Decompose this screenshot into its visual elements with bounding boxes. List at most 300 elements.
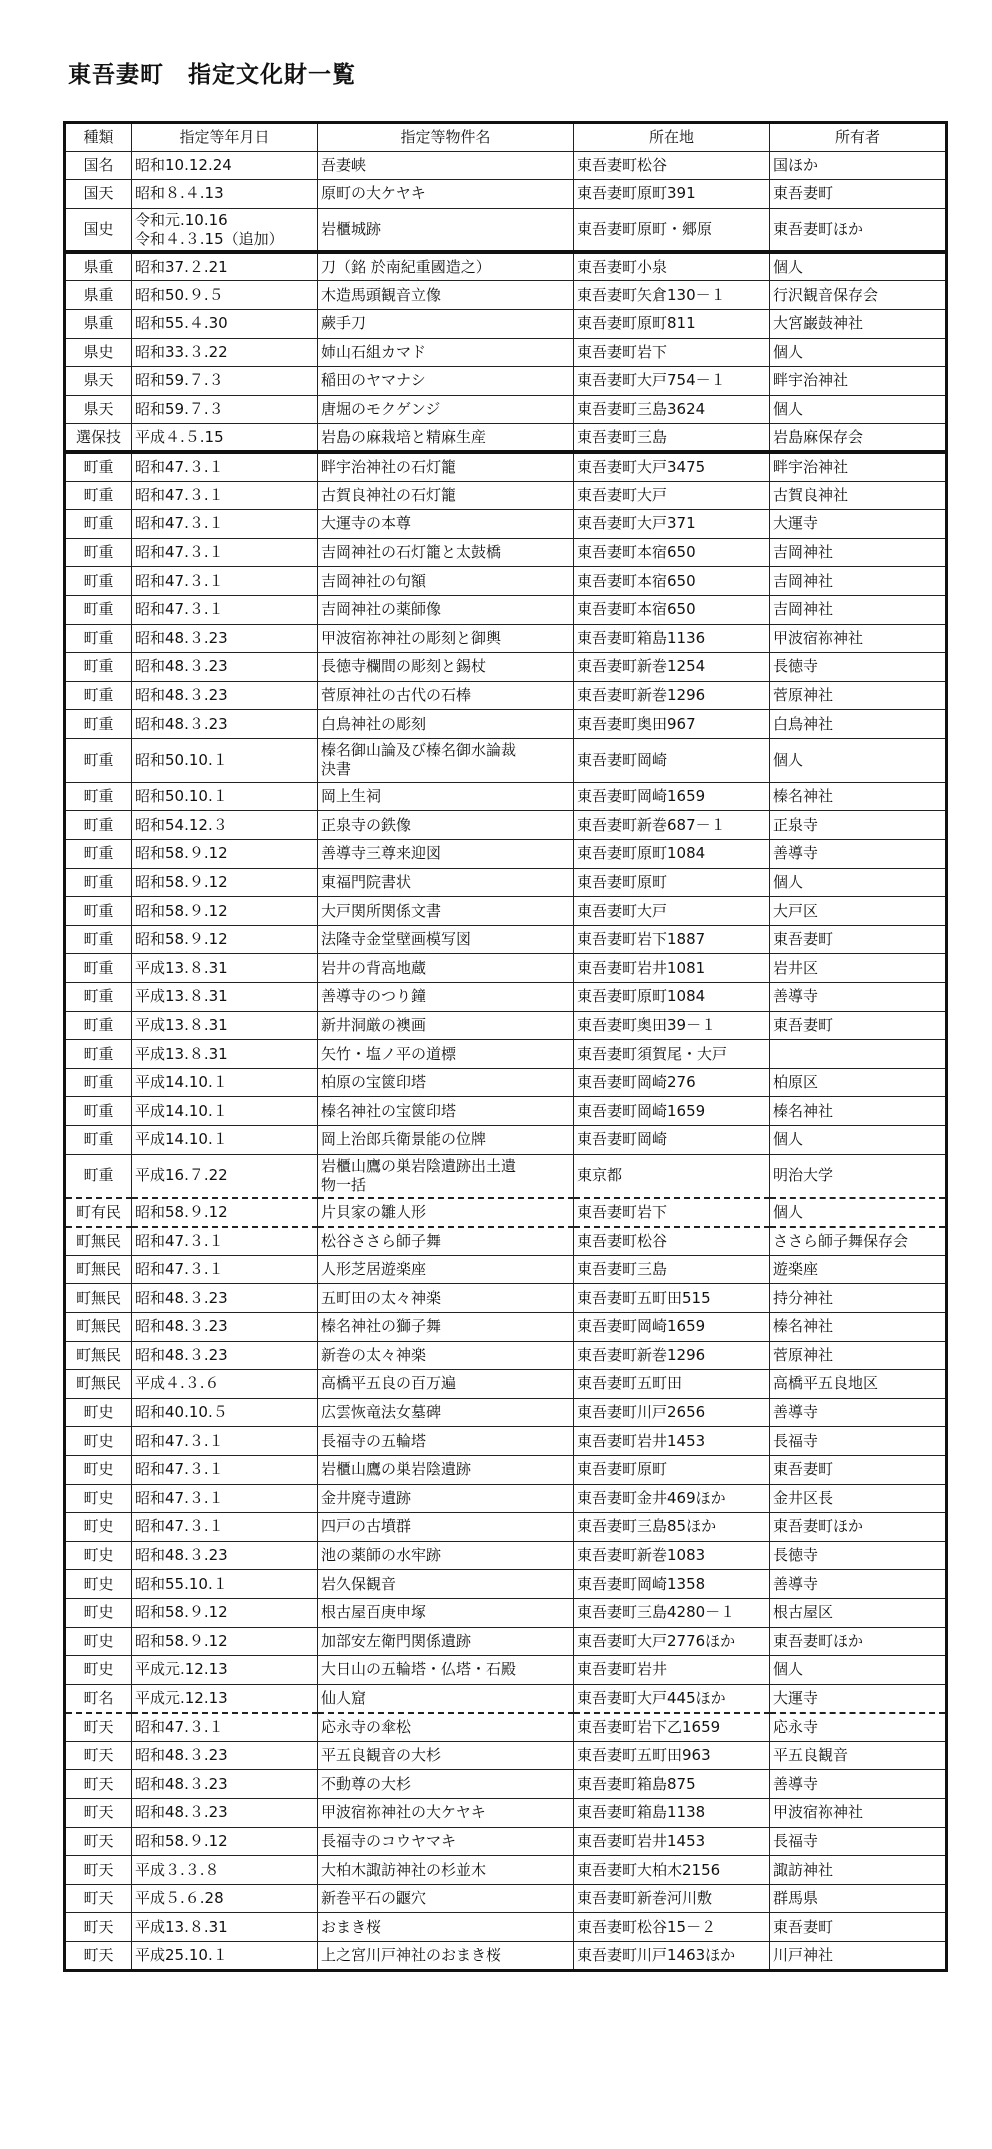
cell-owner: 個人: [770, 252, 947, 281]
cell-date: 昭和50.10.１: [132, 738, 318, 782]
cell-date: 昭和48.３.23: [132, 1799, 318, 1828]
cell-name: 白鳥神社の彫刻: [318, 710, 574, 739]
cell-name: 稲田のヤマナシ: [318, 367, 574, 396]
cell-type: 町重: [65, 681, 132, 710]
cell-date: [132, 208, 318, 252]
cell-type: 町有民: [65, 1198, 132, 1227]
cell-location: 東吾妻町松谷15－２: [574, 1913, 770, 1942]
column-header-location: 所在地: [574, 123, 770, 152]
cell-location: 東吾妻町本宿650: [574, 567, 770, 596]
cell-location: 東吾妻町原町811: [574, 309, 770, 338]
cell-date: 昭和58.９.12: [132, 1627, 318, 1656]
cell-owner: 長徳寺: [770, 653, 947, 682]
cell-owner: 平五良観音: [770, 1741, 947, 1770]
table-row: [65, 151, 947, 180]
column-header-date: 指定等年月日: [132, 123, 318, 152]
cell-location: 東吾妻町新巻河川敷: [574, 1884, 770, 1913]
cell-owner: 善導寺: [770, 983, 947, 1012]
table-row: [65, 1126, 947, 1155]
cell-date: 昭和48.３.23: [132, 1284, 318, 1313]
cell-owner: 東吾妻町: [770, 925, 947, 954]
cell-name: 池の薬師の水牢跡: [318, 1541, 574, 1570]
cell-type: 町無民: [65, 1370, 132, 1399]
cell-name: 善導寺のつり鐘: [318, 983, 574, 1012]
cell-date: 昭和58.９.12: [132, 897, 318, 926]
cell-date: 昭和58.９.12: [132, 1198, 318, 1227]
cell-owner: 東吾妻町ほか: [770, 1513, 947, 1542]
cell-date: 昭和48.３.23: [132, 1770, 318, 1799]
cell-date: 昭和54.12.３: [132, 811, 318, 840]
cell-name: 木造馬頭観音立像: [318, 281, 574, 310]
cell-name: 加部安左衛門関係遺跡: [318, 1627, 574, 1656]
table-row: [65, 897, 947, 926]
cell-owner: 遊楽座: [770, 1255, 947, 1284]
cell-location: 東吾妻町岡崎: [574, 1126, 770, 1155]
cell-name: 菅原神社の古代の石棒: [318, 681, 574, 710]
cell-date: 平成４.３.６: [132, 1370, 318, 1399]
cell-owner: ささら師子舞保存会: [770, 1227, 947, 1256]
cell-type: 町重: [65, 452, 132, 481]
table-row: [65, 710, 947, 739]
cell-location: 東吾妻町大柏木2156: [574, 1856, 770, 1885]
cell-name: 正泉寺の鉄像: [318, 811, 574, 840]
cell-name: 大戸関所関係文書: [318, 897, 574, 926]
table-row: [65, 1255, 947, 1284]
cell-type: 町無民: [65, 1227, 132, 1256]
table-row: [65, 1341, 947, 1370]
cell-owner: [770, 1040, 947, 1069]
cell-location: 東吾妻町新巻1254: [574, 653, 770, 682]
cell-name: 吾妻峡: [318, 151, 574, 180]
cell-type: 町史: [65, 1484, 132, 1513]
table-row: [65, 309, 947, 338]
cell-type: 町名: [65, 1684, 132, 1713]
table-row: [65, 1040, 947, 1069]
cell-name: 榛名神社の宝篋印塔: [318, 1097, 574, 1126]
cell-owner: 菅原神社: [770, 1341, 947, 1370]
table-row: [65, 1598, 947, 1627]
cell-type: 町無民: [65, 1284, 132, 1313]
cell-owner: 東吾妻町ほか: [770, 208, 947, 252]
cell-location: 東吾妻町三島: [574, 424, 770, 453]
cell-location: 東吾妻町岡崎1659: [574, 1312, 770, 1341]
cell-date: 昭和47.３.１: [132, 567, 318, 596]
cell-owner: 東吾妻町ほか: [770, 1627, 947, 1656]
cell-location: 東吾妻町岡崎276: [574, 1068, 770, 1097]
cell-name: 畔宇治神社の石灯籠: [318, 452, 574, 481]
table-row: [65, 1427, 947, 1456]
cell-date: 平成16.７.22: [132, 1154, 318, 1198]
cell-owner: 群馬県: [770, 1884, 947, 1913]
cell-date: 平成14.10.１: [132, 1097, 318, 1126]
table-row: [65, 424, 947, 453]
table-row: [65, 1770, 947, 1799]
cell-name-line: 岩櫃山鷹の巣岩陰遺跡出土遺: [321, 1156, 517, 1175]
cell-name: 大日山の五輪塔・仏塔・石殿: [318, 1656, 574, 1685]
cell-type: 町史: [65, 1598, 132, 1627]
cell-type: 町重: [65, 782, 132, 811]
cell-type: 町重: [65, 1154, 132, 1198]
cell-location: 東吾妻町松谷: [574, 151, 770, 180]
cell-owner: 吉岡神社: [770, 595, 947, 624]
table-row: [65, 1541, 947, 1570]
cell-owner: 善導寺: [770, 840, 947, 869]
cell-owner: 吉岡神社: [770, 538, 947, 567]
cell-location: 東吾妻町原町・郷原: [574, 208, 770, 252]
cell-type: 町重: [65, 738, 132, 782]
cell-name: 柏原の宝篋印塔: [318, 1068, 574, 1097]
table-row: [65, 954, 947, 983]
cell-type: 町史: [65, 1541, 132, 1570]
cell-location: 東吾妻町奥田967: [574, 710, 770, 739]
table-row: [65, 1398, 947, 1427]
cell-date: 昭和48.３.23: [132, 1541, 318, 1570]
cell-date: 平成25.10.１: [132, 1942, 318, 1971]
cell-type: 県史: [65, 338, 132, 367]
cell-date: 昭和47.３.１: [132, 510, 318, 539]
cell-owner: 個人: [770, 868, 947, 897]
table-row: [65, 983, 947, 1012]
cell-owner: 畔宇治神社: [770, 367, 947, 396]
table-row: [65, 1741, 947, 1770]
cell-location: 東吾妻町大戸3475: [574, 452, 770, 481]
cell-type: 町重: [65, 1126, 132, 1155]
cell-date: 昭和48.３.23: [132, 1341, 318, 1370]
cell-owner: 個人: [770, 338, 947, 367]
table-row: [65, 1656, 947, 1685]
cell-location: 東吾妻町本宿650: [574, 538, 770, 567]
table-row: [65, 1154, 947, 1198]
cell-location: 東吾妻町五町田963: [574, 1741, 770, 1770]
cell-location: 東吾妻町原町1084: [574, 983, 770, 1012]
cell-location: 東吾妻町岩下: [574, 1198, 770, 1227]
table-row: [65, 567, 947, 596]
cell-type: 町重: [65, 1068, 132, 1097]
cell-type: 町重: [65, 595, 132, 624]
cell-type: 町重: [65, 481, 132, 510]
cell-owner: 持分神社: [770, 1284, 947, 1313]
cell-name: 高橋平五良の百万遍: [318, 1370, 574, 1399]
cell-name: 岩櫃城跡: [318, 208, 574, 252]
table-row: [65, 1284, 947, 1313]
cell-date: 昭和59.７.３: [132, 367, 318, 396]
cell-type: 町無民: [65, 1255, 132, 1284]
cell-owner: 個人: [770, 1656, 947, 1685]
cell-name: おまき桜: [318, 1913, 574, 1942]
cell-location: 東吾妻町三島4280－１: [574, 1598, 770, 1627]
cell-type: 国名: [65, 151, 132, 180]
cell-owner: 個人: [770, 395, 947, 424]
cell-type: 町史: [65, 1627, 132, 1656]
cell-type: 町史: [65, 1513, 132, 1542]
cell-owner: 個人: [770, 1126, 947, 1155]
cell-name: 岡上生祠: [318, 782, 574, 811]
cell-date: 昭和47.３.１: [132, 538, 318, 567]
cell-type: 町重: [65, 868, 132, 897]
table-row: [65, 681, 947, 710]
cell-location: 東吾妻町大戸754－１: [574, 367, 770, 396]
table-row: [65, 811, 947, 840]
cell-type: 町無民: [65, 1341, 132, 1370]
cell-location: 東吾妻町新巻1296: [574, 681, 770, 710]
cell-name: 矢竹・塩ノ平の道標: [318, 1040, 574, 1069]
cell-owner: 大宮巌鼓神社: [770, 309, 947, 338]
cell-name: [318, 738, 574, 782]
cell-location: 東吾妻町箱島875: [574, 1770, 770, 1799]
cell-type: 町重: [65, 1097, 132, 1126]
cell-owner: 畔宇治神社: [770, 452, 947, 481]
cell-location: 東吾妻町岡崎: [574, 738, 770, 782]
cell-location: 東吾妻町川戸2656: [574, 1398, 770, 1427]
cell-type: 県重: [65, 281, 132, 310]
table-row: [65, 595, 947, 624]
cell-owner: 国ほか: [770, 151, 947, 180]
cell-name: 松谷ささら師子舞: [318, 1227, 574, 1256]
cell-location: 東吾妻町新巻687－１: [574, 811, 770, 840]
cell-type: 国天: [65, 180, 132, 209]
cell-location: 東吾妻町原町391: [574, 180, 770, 209]
cell-type: 町重: [65, 811, 132, 840]
cell-date: 平成14.10.１: [132, 1068, 318, 1097]
cell-date: 昭和50.10.１: [132, 782, 318, 811]
table-row: [65, 1312, 947, 1341]
table-row: [65, 840, 947, 869]
cell-name-line: 決書: [321, 760, 352, 779]
cell-type: 県重: [65, 309, 132, 338]
cell-name: 榛名神社の獅子舞: [318, 1312, 574, 1341]
cell-name: 根古屋百庚申塚: [318, 1598, 574, 1627]
table-row: [65, 1942, 947, 1971]
cell-owner: 大戸区: [770, 897, 947, 926]
table-row: [65, 481, 947, 510]
cell-location: 東吾妻町岩下1887: [574, 925, 770, 954]
cell-date: 昭和48.３.23: [132, 1312, 318, 1341]
cell-date: 昭和48.３.23: [132, 681, 318, 710]
cell-date: 昭和55.４.30: [132, 309, 318, 338]
cell-name: 上之宮川戸神社のおまき桜: [318, 1942, 574, 1971]
cell-location: 東吾妻町岩井1453: [574, 1827, 770, 1856]
cell-type: 町天: [65, 1827, 132, 1856]
cell-location: 東吾妻町岡崎1358: [574, 1570, 770, 1599]
cell-name: 吉岡神社の石灯籠と太鼓橋: [318, 538, 574, 567]
cell-type: 町重: [65, 983, 132, 1012]
table-row: [65, 452, 947, 481]
table-row: [65, 367, 947, 396]
cell-name: 新巻の太々神楽: [318, 1341, 574, 1370]
cell-name: 法隆寺金堂壁画模写図: [318, 925, 574, 954]
cell-name: 東福門院書状: [318, 868, 574, 897]
cell-date: 平成４.５.15: [132, 424, 318, 453]
table-row: [65, 1370, 947, 1399]
cell-type: 町天: [65, 1799, 132, 1828]
cell-type: 町史: [65, 1455, 132, 1484]
cell-name: 岩久保観音: [318, 1570, 574, 1599]
cell-type: 町重: [65, 653, 132, 682]
cell-date: 昭和47.３.１: [132, 1455, 318, 1484]
cell-date: 昭和47.３.１: [132, 1255, 318, 1284]
cell-type: 町史: [65, 1570, 132, 1599]
cell-date: 平成13.８.31: [132, 954, 318, 983]
cell-name: 金井廃寺遺跡: [318, 1484, 574, 1513]
cell-date: 昭和58.９.12: [132, 868, 318, 897]
cell-date: 平成13.８.31: [132, 1040, 318, 1069]
cell-type: 町重: [65, 1040, 132, 1069]
table-row: [65, 1856, 947, 1885]
cell-location: 東吾妻町小泉: [574, 252, 770, 281]
cell-name: 人形芝居遊楽座: [318, 1255, 574, 1284]
cell-owner: 応永寺: [770, 1713, 947, 1742]
cell-owner: 榛名神社: [770, 1312, 947, 1341]
table-row: [65, 1484, 947, 1513]
cell-owner: 東吾妻町: [770, 1455, 947, 1484]
cell-name: 新井洞厳の襖画: [318, 1011, 574, 1040]
cell-date: 平成13.８.31: [132, 1011, 318, 1040]
cell-location: 東吾妻町大戸: [574, 481, 770, 510]
cell-date: 昭和59.７.３: [132, 395, 318, 424]
cell-location: 東吾妻町大戸445ほか: [574, 1684, 770, 1713]
cell-type: 町天: [65, 1856, 132, 1885]
cell-type: 町重: [65, 567, 132, 596]
cell-type: 町天: [65, 1741, 132, 1770]
cell-name: 長徳寺欄間の彫刻と錫杖: [318, 653, 574, 682]
cell-location: 東吾妻町原町: [574, 1455, 770, 1484]
cell-date: 昭和48.３.23: [132, 653, 318, 682]
table-row: [65, 653, 947, 682]
cell-name: 片貝家の雛人形: [318, 1198, 574, 1227]
cell-date: 平成元.12.13: [132, 1656, 318, 1685]
cell-name: 新巻平石の鼴穴: [318, 1884, 574, 1913]
table-body: [65, 151, 947, 1970]
cell-date: 昭和47.３.１: [132, 1484, 318, 1513]
cell-name: 五町田の太々神楽: [318, 1284, 574, 1313]
cell-location: 東吾妻町箱島1138: [574, 1799, 770, 1828]
cell-type: 県天: [65, 395, 132, 424]
cultural-assets-table: [63, 121, 948, 1972]
cell-type: 町重: [65, 840, 132, 869]
cell-location: 東吾妻町原町1084: [574, 840, 770, 869]
table-row: [65, 1884, 947, 1913]
table-row: [65, 208, 947, 252]
cell-location: 東吾妻町岩下: [574, 338, 770, 367]
table-row: [65, 338, 947, 367]
cell-type: 町天: [65, 1913, 132, 1942]
cell-location: 東吾妻町本宿650: [574, 595, 770, 624]
cell-name: 不動尊の大杉: [318, 1770, 574, 1799]
table-row: [65, 1198, 947, 1227]
cell-name: 大柏木諏訪神社の杉並木: [318, 1856, 574, 1885]
cell-type: 県天: [65, 367, 132, 396]
table-row: [65, 252, 947, 281]
cell-type: 県重: [65, 252, 132, 281]
table-row: [65, 510, 947, 539]
cell-date: 昭和58.９.12: [132, 1827, 318, 1856]
cell-location: 東吾妻町岩井: [574, 1656, 770, 1685]
cell-date: 昭和55.10.１: [132, 1570, 318, 1599]
cell-name: 甲波宿祢神社の大ケヤキ: [318, 1799, 574, 1828]
cell-owner: 川戸神社: [770, 1942, 947, 1971]
table-row: [65, 1913, 947, 1942]
cell-name: 広雲恢竜法女墓碑: [318, 1398, 574, 1427]
table-row: [65, 1068, 947, 1097]
table-row: [65, 1097, 947, 1126]
cell-date: 昭和47.３.１: [132, 1713, 318, 1742]
cell-type: 町史: [65, 1656, 132, 1685]
cell-owner: 善導寺: [770, 1770, 947, 1799]
cell-location: 東吾妻町三島: [574, 1255, 770, 1284]
column-header-name: 指定等物件名: [318, 123, 574, 152]
cell-date: 平成元.12.13: [132, 1684, 318, 1713]
cell-type: 町天: [65, 1713, 132, 1742]
table-row: [65, 1011, 947, 1040]
cell-name: 大運寺の本尊: [318, 510, 574, 539]
table-row: [65, 1827, 947, 1856]
cell-owner: 吉岡神社: [770, 567, 947, 596]
cell-name: 仙人窟: [318, 1684, 574, 1713]
cell-owner: 東吾妻町: [770, 1913, 947, 1942]
cell-name: 原町の大ケヤキ: [318, 180, 574, 209]
cell-date: 昭和37.２.21: [132, 252, 318, 281]
cell-location: 東吾妻町川戸1463ほか: [574, 1942, 770, 1971]
page-title: 東吾妻町 指定文化財一覧: [68, 62, 356, 88]
cell-location: 東吾妻町新巻1296: [574, 1341, 770, 1370]
cell-owner: 個人: [770, 738, 947, 782]
cell-name-line: 榛名御山論及び榛名御水論裁: [321, 741, 517, 760]
cell-location: 東吾妻町大戸2776ほか: [574, 1627, 770, 1656]
cell-owner: 甲波宿祢神社: [770, 624, 947, 653]
cell-name: 吉岡神社の句額: [318, 567, 574, 596]
cell-date: 平成13.８.31: [132, 1913, 318, 1942]
cell-type: 町史: [65, 1427, 132, 1456]
cell-location: 東吾妻町金井469ほか: [574, 1484, 770, 1513]
cell-location: 東吾妻町岩下乙1659: [574, 1713, 770, 1742]
table-row: [65, 395, 947, 424]
cell-type: 町天: [65, 1884, 132, 1913]
cell-name: 岩櫃山鷹の巣岩陰遺跡: [318, 1455, 574, 1484]
cell-owner: 善導寺: [770, 1570, 947, 1599]
table-row: [65, 1455, 947, 1484]
table-row: [65, 868, 947, 897]
table-row: [65, 1799, 947, 1828]
cell-location: 東吾妻町大戸: [574, 897, 770, 926]
cell-owner: 柏原区: [770, 1068, 947, 1097]
column-header-type: 種類: [65, 123, 132, 152]
table-row: [65, 538, 947, 567]
cell-name: 刀（銘 於南紀重國造之）: [318, 252, 574, 281]
cell-location: 東吾妻町三島85ほか: [574, 1513, 770, 1542]
table-row: [65, 738, 947, 782]
cell-owner: 大運寺: [770, 510, 947, 539]
cell-date: 昭和48.３.23: [132, 624, 318, 653]
cell-type: 町重: [65, 710, 132, 739]
cell-date: 昭和47.３.１: [132, 452, 318, 481]
cell-owner: 榛名神社: [770, 782, 947, 811]
cell-type: 町重: [65, 925, 132, 954]
cell-date: 昭和47.３.１: [132, 1513, 318, 1542]
cell-owner: 菅原神社: [770, 681, 947, 710]
cell-owner: 古賀良神社: [770, 481, 947, 510]
cell-date-line: 令和元.10.16: [135, 210, 228, 229]
cell-name: 長福寺の五輪塔: [318, 1427, 574, 1456]
cell-type: 町天: [65, 1770, 132, 1799]
cell-location: 東吾妻町三島3624: [574, 395, 770, 424]
cell-type: 町重: [65, 954, 132, 983]
cell-type: 町重: [65, 1011, 132, 1040]
table-row: [65, 281, 947, 310]
cell-owner: 榛名神社: [770, 1097, 947, 1126]
table-row: [65, 925, 947, 954]
cell-date: 昭和50.９.５: [132, 281, 318, 310]
table-header-row: [65, 123, 947, 152]
